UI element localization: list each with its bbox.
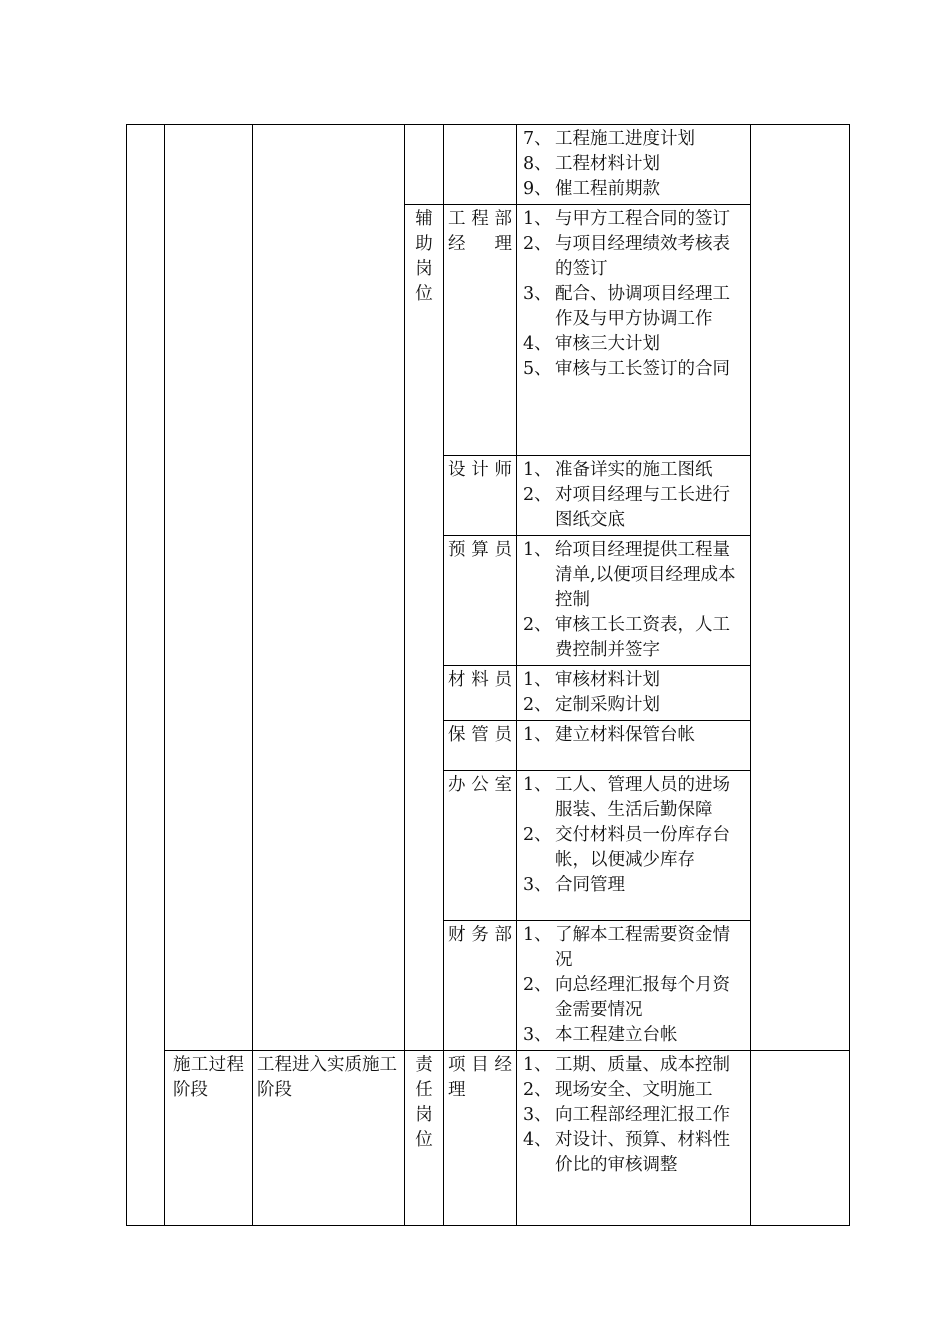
task-list xyxy=(521,1053,746,1178)
list-item xyxy=(521,1078,746,1103)
role-label: 财务部 xyxy=(448,925,512,945)
task-list xyxy=(521,723,746,748)
list-item xyxy=(521,458,746,483)
list-item xyxy=(521,538,746,613)
category-label: 责任岗位 xyxy=(415,1055,433,1150)
list-item xyxy=(521,332,746,357)
list-item xyxy=(521,483,746,533)
task-text: 现场安全、文明施工 xyxy=(555,1080,713,1100)
task-list xyxy=(521,773,746,898)
task-number: 2、 xyxy=(523,1080,552,1100)
role-label: 预算员 xyxy=(448,540,512,560)
task-number: 3、 xyxy=(523,875,552,895)
role-cell xyxy=(444,771,517,921)
task-text: 审核与工长签订的合同 xyxy=(555,359,730,379)
tasks-cell xyxy=(517,921,751,1051)
phase-label: 施工过程阶段 xyxy=(173,1055,244,1100)
tasks-cell xyxy=(517,666,751,721)
task-number: 1、 xyxy=(523,775,552,795)
list-item xyxy=(521,973,746,1023)
phase-cell-empty xyxy=(165,125,253,1051)
task-number: 1、 xyxy=(523,460,552,480)
task-number: 2、 xyxy=(523,485,552,505)
task-number: 2、 xyxy=(523,234,552,254)
task-list xyxy=(521,207,746,382)
list-item xyxy=(521,1103,746,1128)
list-item xyxy=(521,357,746,382)
list-item xyxy=(521,152,746,177)
task-text: 合同管理 xyxy=(555,875,625,895)
list-item xyxy=(521,1128,746,1178)
task-number: 2、 xyxy=(523,615,552,635)
role-cell xyxy=(444,205,517,456)
task-text: 交付材料员一份库存台帐，以便减少库存 xyxy=(555,825,730,870)
task-text: 对设计、预算、材料性价比的审核调整 xyxy=(555,1130,730,1175)
phase-cell xyxy=(165,1051,253,1226)
task-number: 5、 xyxy=(523,359,552,379)
task-number: 9、 xyxy=(523,179,552,199)
description-label: 工程进入实质施工阶段 xyxy=(257,1055,397,1100)
task-number: 1、 xyxy=(523,725,552,745)
task-number: 3、 xyxy=(523,1025,552,1045)
task-text: 建立材料保管台帐 xyxy=(555,725,695,745)
list-item xyxy=(521,1053,746,1078)
aux-category-cell xyxy=(405,205,444,1051)
task-number: 1、 xyxy=(523,540,552,560)
task-text: 了解本工程需要资金情况 xyxy=(555,925,730,970)
list-item xyxy=(521,177,746,202)
list-item xyxy=(521,282,746,332)
task-text: 工人、管理人员的进场服装、生活后勤保障 xyxy=(555,775,730,820)
work-responsibility-table xyxy=(126,124,850,1226)
table-row xyxy=(127,1051,850,1226)
list-item xyxy=(521,207,746,232)
list-item xyxy=(521,668,746,693)
task-text: 向工程部经理汇报工作 xyxy=(555,1105,730,1125)
list-item xyxy=(521,773,746,823)
task-text: 给项目经理提供工程量清单,以便项目经理成本控制 xyxy=(555,540,736,610)
task-number: 4、 xyxy=(523,1130,552,1150)
task-number: 1、 xyxy=(523,1055,552,1075)
tasks-cell xyxy=(517,1051,751,1226)
list-item xyxy=(521,873,746,898)
task-text: 催工程前期款 xyxy=(555,179,660,199)
role-cell xyxy=(444,536,517,666)
tasks-cell xyxy=(517,721,751,771)
task-text: 定制采购计划 xyxy=(555,695,660,715)
task-number: 3、 xyxy=(523,1105,552,1125)
task-text: 与项目经理绩效考核表的签订 xyxy=(555,234,730,279)
role-cell xyxy=(444,721,517,771)
role-cell xyxy=(444,921,517,1051)
task-number: 1、 xyxy=(523,670,552,690)
task-number: 2、 xyxy=(523,825,552,845)
task-text: 配合、协调项目经理工作及与甲方协调工作 xyxy=(555,284,730,329)
tasks-cell xyxy=(517,125,751,205)
role-label: 工程部经理 xyxy=(448,209,512,254)
task-text: 审核材料计划 xyxy=(555,670,660,690)
aux-category-label: 辅助岗位 xyxy=(415,209,433,304)
task-text: 工程施工进度计划 xyxy=(555,129,695,149)
role-label: 材料员 xyxy=(448,670,512,690)
task-text: 工程材料计划 xyxy=(555,154,660,174)
remarks-cell xyxy=(751,1051,850,1226)
description-cell xyxy=(253,1051,405,1226)
list-item xyxy=(521,923,746,973)
role-cell xyxy=(444,456,517,536)
category-cell-empty xyxy=(405,125,444,205)
role-label: 保管员 xyxy=(448,725,512,745)
list-item xyxy=(521,723,746,748)
role-label: 项目经理 xyxy=(448,1055,512,1100)
task-number: 8、 xyxy=(523,154,552,174)
role-cell-empty xyxy=(444,125,517,205)
task-text: 审核三大计划 xyxy=(555,334,660,354)
table-row xyxy=(127,125,850,205)
task-text: 工期、质量、成本控制 xyxy=(555,1055,730,1075)
task-number: 1、 xyxy=(523,209,552,229)
task-text: 向总经理汇报每个月资金需要情况 xyxy=(555,975,730,1020)
role-label: 办公室 xyxy=(448,775,512,795)
tasks-cell xyxy=(517,205,751,456)
list-item xyxy=(521,693,746,718)
role-label: 设计师 xyxy=(448,460,512,480)
task-number: 4、 xyxy=(523,334,552,354)
tasks-cell xyxy=(517,771,751,921)
task-list xyxy=(521,538,746,663)
task-number: 3、 xyxy=(523,284,552,304)
task-number: 7、 xyxy=(523,129,552,149)
task-number: 2、 xyxy=(523,975,552,995)
task-text: 与甲方工程合同的签订 xyxy=(555,209,730,229)
tasks-cell xyxy=(517,456,751,536)
task-text: 审核工长工资表，人工费控制并签字 xyxy=(555,615,730,660)
category-cell xyxy=(405,1051,444,1226)
list-item xyxy=(521,1023,746,1048)
task-text: 本工程建立台帐 xyxy=(555,1025,678,1045)
role-cell xyxy=(444,1051,517,1226)
remarks-cell xyxy=(751,125,850,1051)
task-list xyxy=(521,923,746,1048)
role-cell xyxy=(444,666,517,721)
task-number: 2、 xyxy=(523,695,552,715)
description-cell-empty xyxy=(253,125,405,1051)
task-list xyxy=(521,127,746,202)
list-item xyxy=(521,613,746,663)
list-item xyxy=(521,823,746,873)
task-text: 准备详实的施工图纸 xyxy=(555,460,713,480)
task-text: 对项目经理与工长进行图纸交底 xyxy=(555,485,730,530)
tasks-cell xyxy=(517,536,751,666)
index-cell xyxy=(127,125,165,1226)
list-item xyxy=(521,127,746,152)
task-list xyxy=(521,668,746,718)
task-number: 1、 xyxy=(523,925,552,945)
task-list xyxy=(521,458,746,533)
list-item xyxy=(521,232,746,282)
